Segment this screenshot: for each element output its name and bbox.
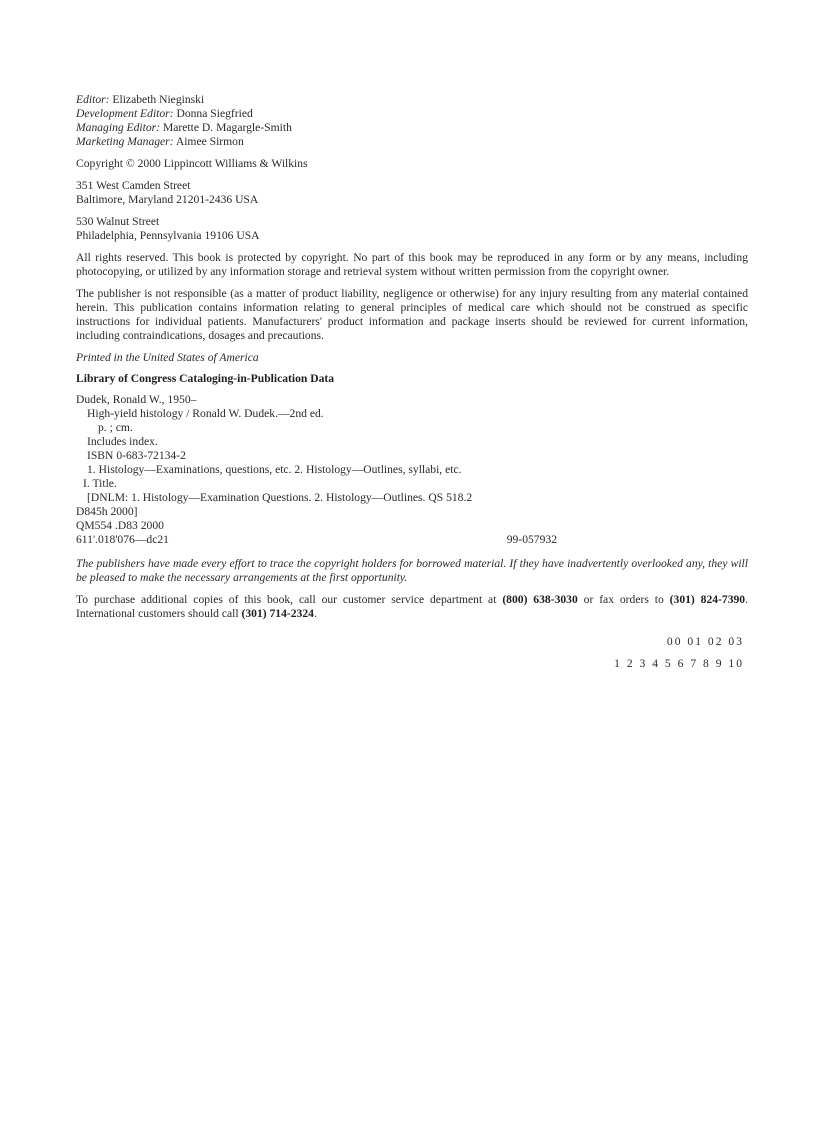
staff-marketing-manager xyxy=(76,135,748,149)
cip-title-entry: I. Title. xyxy=(83,477,117,490)
cip-isbn: ISBN 0-683-72134-2 xyxy=(87,449,186,462)
purchase-text: To purchase additional copies of this book, call our customer service department at xyxy=(76,593,503,606)
staff-development-editor xyxy=(76,107,748,121)
borrowed-material-notice: The publishers have made every effort to trace the copyright holders for borrowed material. If they have inadvertently overlooked any, they will be pleased to make the necessary arrangements at the first opportunity. xyxy=(76,557,748,584)
cip-heading: Library of Congress Cataloging-in-Publication Data xyxy=(76,372,335,385)
cip-dnlm-cont: D845h 2000] xyxy=(76,505,138,518)
address-philadelphia xyxy=(76,215,748,243)
cip-dewey: 611'.018'076—dc21 xyxy=(76,533,169,546)
page-content xyxy=(76,93,748,671)
purchase-text: . xyxy=(313,607,317,620)
printing-numbers: 1 2 3 4 5 6 7 8 9 10 xyxy=(614,657,744,670)
cip-record xyxy=(76,393,748,547)
printed-in-statement: Printed in the United States of America xyxy=(76,351,259,364)
staff-role: Marketing Manager: xyxy=(76,135,174,148)
rights-paragraph: All rights reserved. This book is protected by copyright. No part of this book may be reproduced in any form or by any means, including photocopying, or utilized by any information storage and retrieval system without written permission from the copyright owner. xyxy=(76,251,748,278)
purchase-text: . International customers should call xyxy=(76,593,749,620)
address-city: Baltimore, Maryland 21201-2436 USA xyxy=(76,193,259,206)
purchase-text: or fax orders to xyxy=(577,593,670,606)
cip-lc-call: QM554 .D83 2000 xyxy=(76,519,164,532)
cip-title: High-yield histology / Ronald W. Dudek.—2nd ed. xyxy=(87,407,324,420)
cip-classification xyxy=(76,533,557,547)
address-baltimore xyxy=(76,179,748,207)
address-street: 351 West Camden Street xyxy=(76,179,191,192)
cip-subjects: 1. Histology—Examinations, questions, etc. 2. Histology—Outlines, syllabi, etc. xyxy=(87,463,462,476)
printing-years: 00 01 02 03 xyxy=(666,635,744,648)
copyright-line: Copyright © 2000 Lippincott Williams & Wilkins xyxy=(76,157,308,170)
staff-role: Development Editor: xyxy=(76,107,174,120)
staff-name: Aimee Sirmon xyxy=(175,135,244,148)
disclaimer-paragraph: The publisher is not responsible (as a matter of product liability, negligence or otherwise) for any injury resulting from any material contained herein. This publication contains information relating to general principles of medical care which should not be construed as specific instructions for individual patients. Manufacturers' product information and package inserts should be reviewed for current information, including contraindications, dosages and precautions. xyxy=(76,287,748,342)
address-street: 530 Walnut Street xyxy=(76,215,160,228)
fax-number: (301) 824-7390 xyxy=(669,593,746,606)
staff-name: Marette D. Magargle-Smith xyxy=(162,121,292,134)
international-phone: (301) 714-2324 xyxy=(241,607,314,620)
address-city: Philadelphia, Pennsylvania 19106 USA xyxy=(76,229,260,242)
printing-line xyxy=(76,635,748,671)
staff-credits xyxy=(76,93,748,149)
customer-service-phone: (800) 638-3030 xyxy=(502,593,578,606)
cip-pages: p. ; cm. xyxy=(98,421,133,434)
staff-name: Donna Siegfried xyxy=(176,107,253,120)
staff-name: Elizabeth Nieginski xyxy=(112,93,205,106)
cip-lccn: 99-057932 xyxy=(506,533,557,546)
purchase-info xyxy=(76,593,748,621)
cip-dnlm: [DNLM: 1. Histology—Examination Questions. 2. Histology—Outlines. QS 518.2 xyxy=(87,491,473,504)
cip-index: Includes index. xyxy=(87,435,158,448)
staff-editor xyxy=(76,93,748,107)
staff-role: Managing Editor: xyxy=(76,121,161,134)
staff-role: Editor: xyxy=(76,93,110,106)
copyright-notice xyxy=(76,157,748,171)
cip-author: Dudek, Ronald W., 1950– xyxy=(76,393,197,406)
staff-managing-editor xyxy=(76,121,748,135)
